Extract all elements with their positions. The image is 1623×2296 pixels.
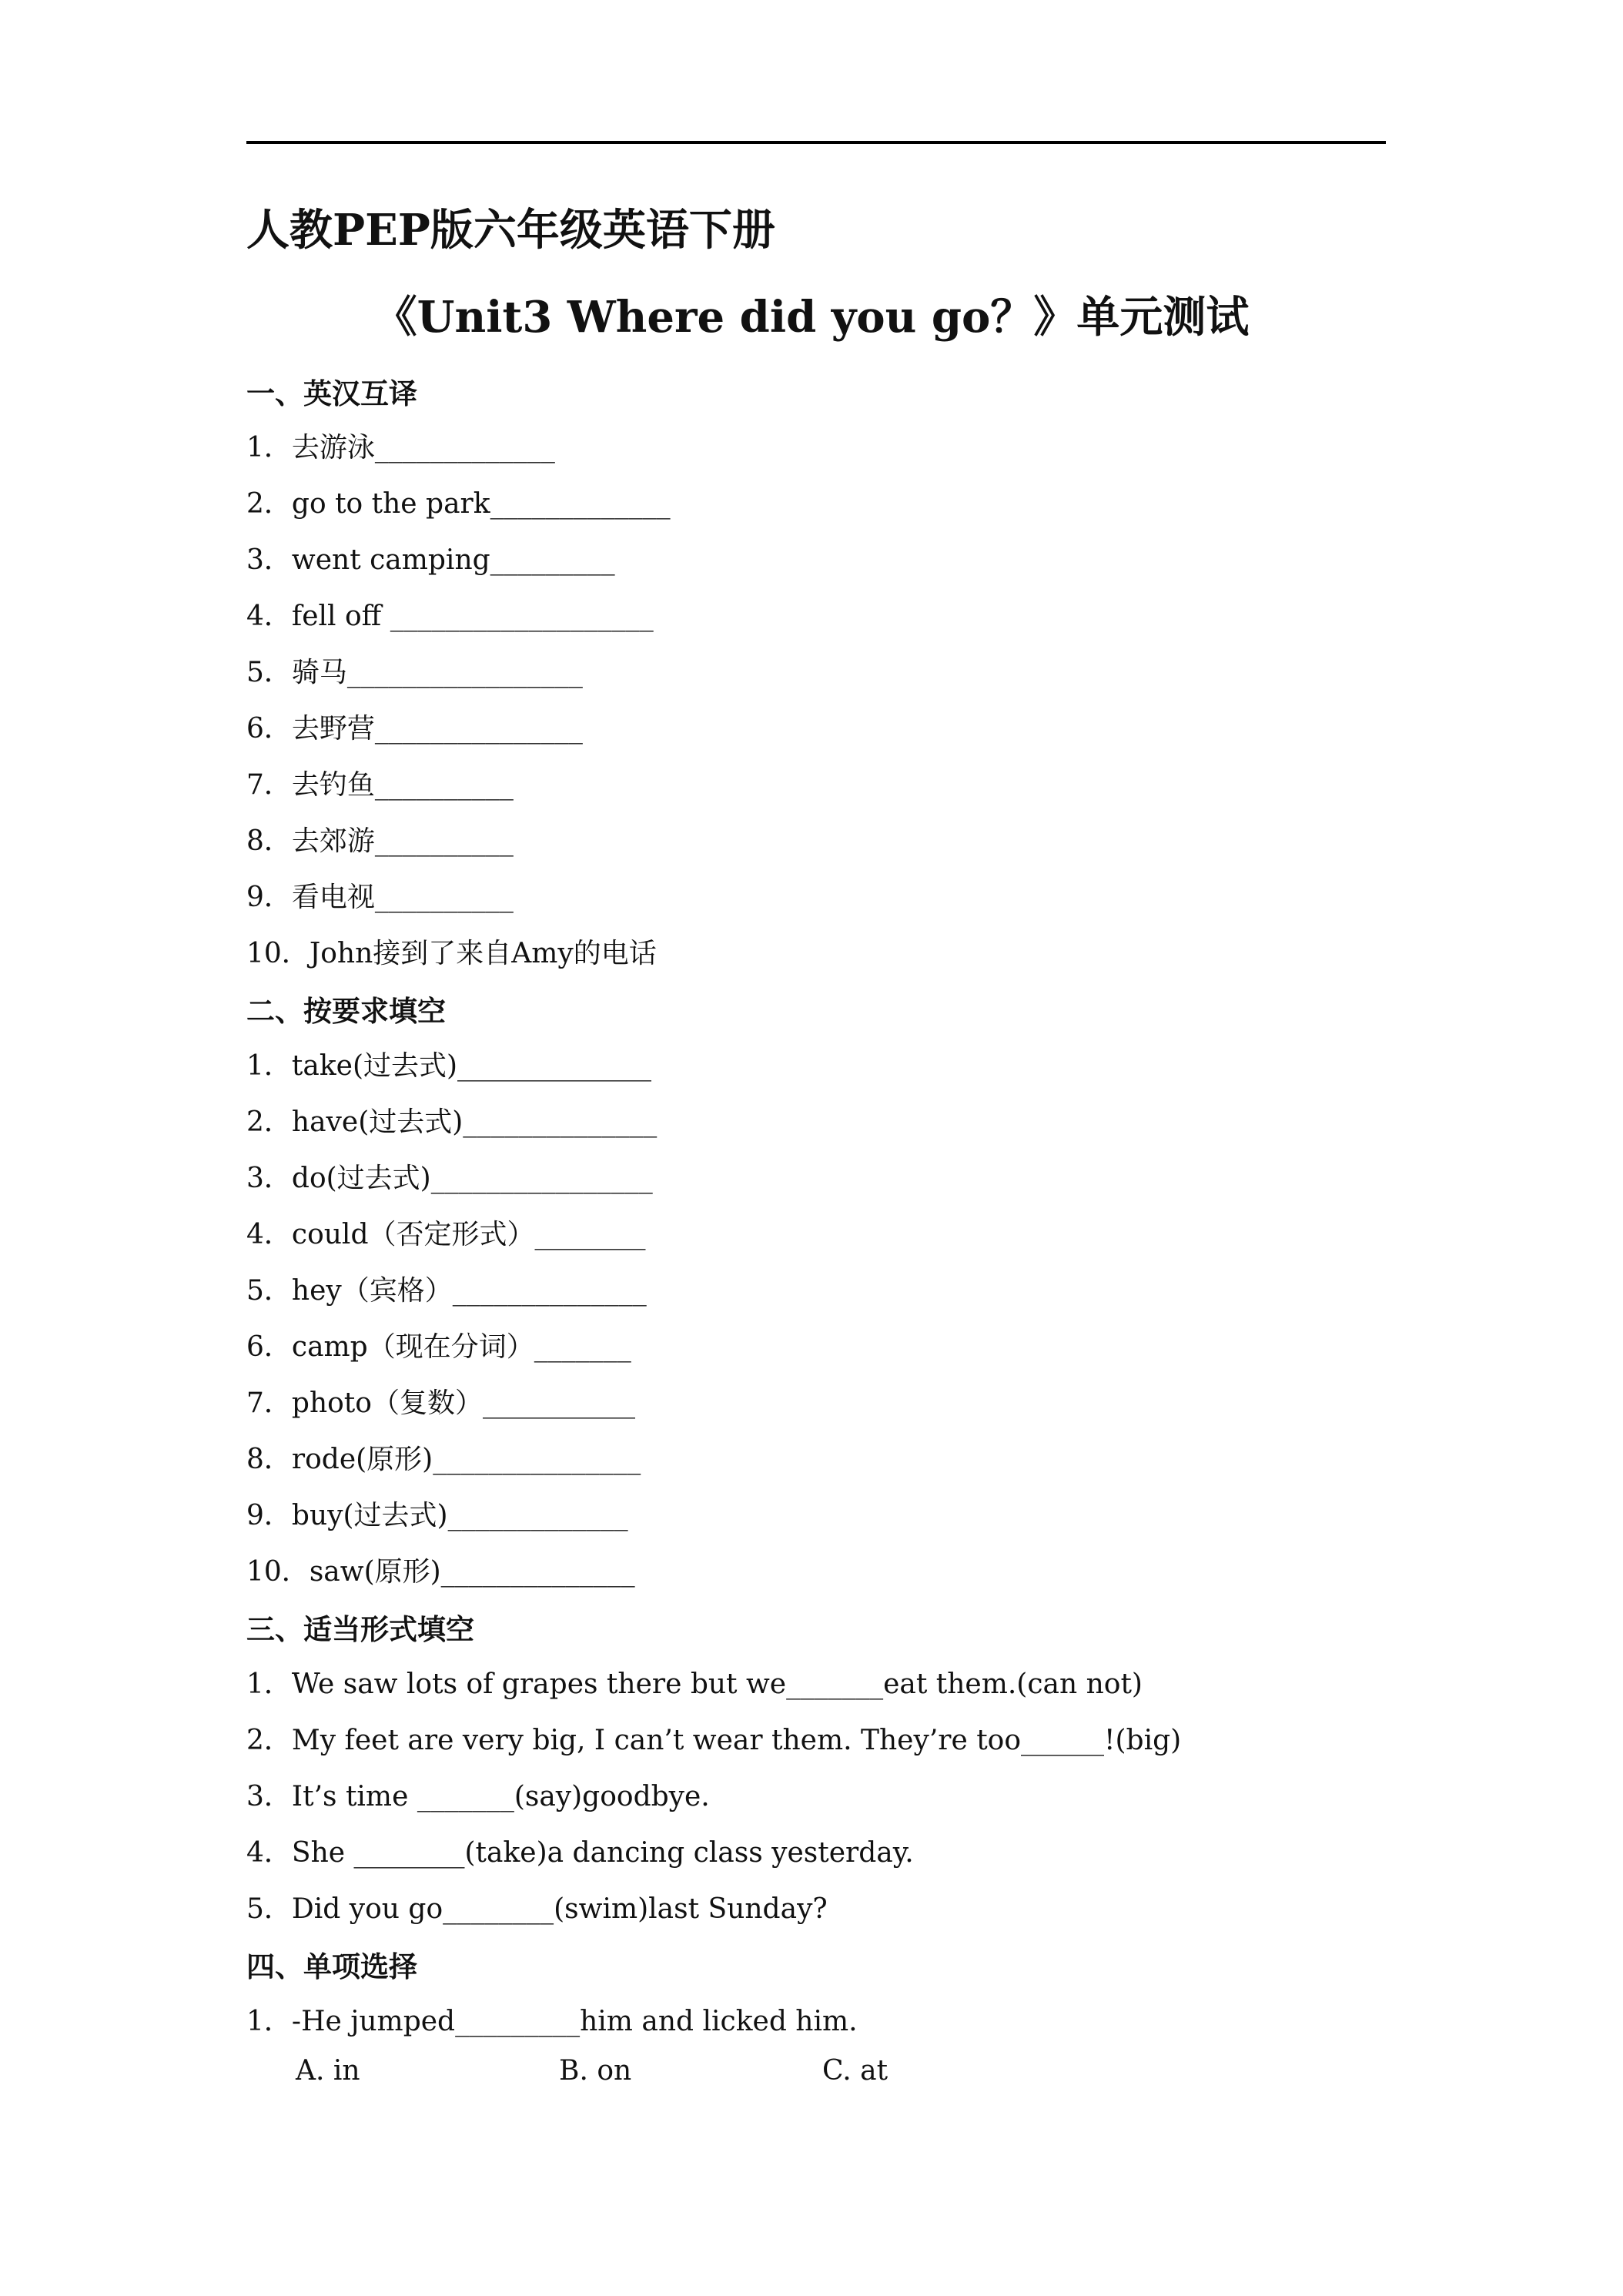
question-item: 8．rode(原形)_______________ <box>246 1444 641 1475</box>
question-item: 4．could（否定形式）________ <box>246 1219 646 1250</box>
question-item: 3．went camping_________ <box>246 544 615 576</box>
question-item: 6．camp（现在分词）_______ <box>246 1331 631 1363</box>
option-b: B. on <box>559 2055 632 2087</box>
question-item: 2．have(过去式)______________ <box>246 1106 658 1138</box>
question-item: 5．Did you go________(swim)last Sunday? <box>246 1893 828 1925</box>
question-item: 9．看电视__________ <box>246 882 514 913</box>
question-item: 8．去郊游__________ <box>246 825 514 857</box>
question-item: 1．-He jumped_________him and licked him. <box>246 2006 858 2037</box>
question-item: 1．take(过去式)______________ <box>246 1050 652 1082</box>
section-heading: 三、适当形式填空 <box>246 1612 474 1646</box>
option-c: C. at <box>822 2055 888 2087</box>
question-item: 1．We saw lots of grapes there but we_______eat them.(can not) <box>246 1668 1143 1700</box>
question-item: 7．去钓鱼__________ <box>246 769 514 801</box>
question-item: 2．go to the park_____________ <box>246 488 671 520</box>
question-item: 10．saw(原形)______________ <box>246 1556 635 1588</box>
question-item: 4．She ________(take)a dancing class yesterday. <box>246 1837 914 1869</box>
question-item: 1．去游泳_____________ <box>246 432 555 464</box>
question-item: 5．骑马_________________ <box>246 657 583 688</box>
section-heading: 二、按要求填空 <box>246 994 446 1028</box>
option-a: A. in <box>296 2055 360 2087</box>
question-item: 9．buy(过去式)_____________ <box>246 1500 628 1531</box>
document-subtitle: 《Unit3 Where did you go？》单元测试 <box>373 292 1250 343</box>
question-item: 3．do(过去式)________________ <box>246 1163 653 1194</box>
header-rule <box>246 141 1386 144</box>
question-item: 5．hey（宾格）______________ <box>246 1275 647 1307</box>
document-title: 人教PEP版六年级英语下册 <box>246 205 775 256</box>
section-heading: 一、英汉互译 <box>246 377 417 410</box>
question-item: 3．It’s time _______(say)goodbye. <box>246 1781 710 1812</box>
question-item: 7．photo（复数）___________ <box>246 1387 635 1419</box>
question-item: 4．fell off ___________________ <box>246 601 654 632</box>
question-item: 2．My feet are very big, I can’t wear them. They’re too______!(big) <box>246 1725 1182 1756</box>
question-item: 6．去野营_______________ <box>246 713 583 745</box>
question-item: 10．John接到了来自Amy的电话 <box>246 938 657 969</box>
section-heading: 四、单项选择 <box>246 1950 417 1983</box>
